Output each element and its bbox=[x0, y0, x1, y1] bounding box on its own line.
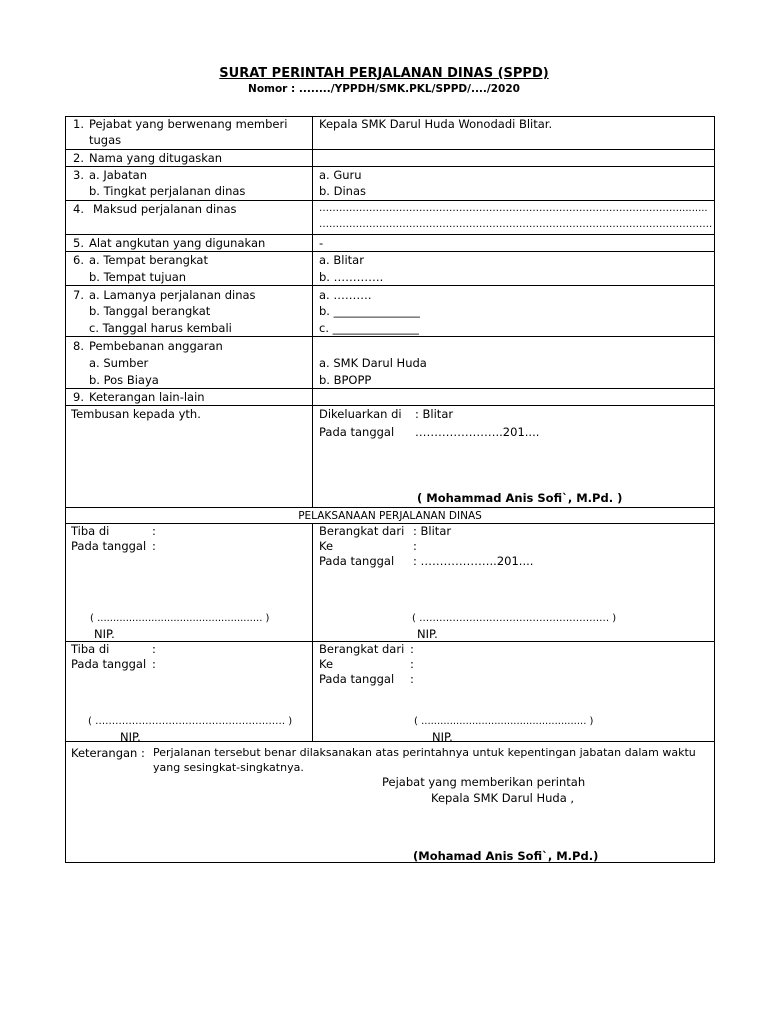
row-value: - bbox=[319, 236, 324, 250]
column-divider bbox=[312, 116, 313, 507]
row-label: a. Tempat berangkat bbox=[89, 253, 208, 267]
row-divider bbox=[65, 251, 715, 252]
row-divider bbox=[65, 200, 715, 201]
row-value: b. _______________ bbox=[319, 304, 420, 318]
departure-date-label: Pada tanggal bbox=[319, 554, 395, 568]
row-divider bbox=[65, 234, 715, 235]
arrival-date-label: Pada tanggal bbox=[71, 539, 147, 553]
departure-label: Berangkat dari bbox=[319, 642, 405, 656]
row-divider bbox=[65, 388, 715, 389]
note-label: Keterangan : bbox=[71, 746, 145, 760]
row-label: b. Tanggal berangkat bbox=[89, 304, 211, 318]
departure-colon: : bbox=[410, 642, 414, 656]
destination-label: Ke bbox=[319, 657, 334, 671]
arrival-date-colon: : bbox=[152, 657, 156, 671]
row-number: 7. bbox=[73, 288, 84, 302]
row-value: b. BPOPP bbox=[319, 373, 372, 387]
left-nip: NIP. bbox=[94, 627, 115, 641]
row-label: b. Pos Biaya bbox=[89, 373, 159, 387]
row-label: a. Sumber bbox=[89, 356, 149, 370]
row-label: Pejabat yang berwenang memberi bbox=[89, 117, 288, 131]
right-nip: NIP. bbox=[432, 730, 453, 744]
row-label: c. Tanggal harus kembali bbox=[89, 321, 232, 335]
row-number: 5. bbox=[73, 236, 84, 250]
arrival-date-colon: : bbox=[152, 539, 156, 553]
row-value: a. Blitar bbox=[319, 253, 364, 267]
row-number: 1. bbox=[73, 117, 84, 131]
arrival-colon: : bbox=[152, 642, 156, 656]
row-number: 6. bbox=[73, 253, 84, 267]
row-label: Keterangan lain-lain bbox=[89, 390, 205, 404]
issued-date-value: …………………..201.... bbox=[415, 425, 540, 439]
destination-label: Ke bbox=[319, 539, 334, 553]
row-number: 2. bbox=[73, 151, 84, 165]
row-divider bbox=[65, 149, 715, 150]
destination-colon: : bbox=[410, 657, 414, 671]
row-divider bbox=[65, 166, 715, 167]
row-label: Nama yang ditugaskan bbox=[89, 151, 223, 165]
arrival-date-label: Pada tanggal bbox=[71, 657, 147, 671]
column-divider bbox=[312, 523, 313, 741]
left-signature-line: ( .................................................... ) bbox=[90, 613, 270, 624]
left-nip: NIP. bbox=[120, 730, 141, 744]
row-number: 9. bbox=[73, 390, 84, 404]
right-nip: NIP. bbox=[417, 627, 438, 641]
departure-value: : Blitar bbox=[413, 524, 452, 538]
row-value: a. ………. bbox=[319, 288, 372, 302]
issued-date-label: Pada tanggal bbox=[319, 425, 395, 439]
departure-date-label: Pada tanggal bbox=[319, 672, 395, 686]
row-divider bbox=[65, 405, 715, 406]
right-signature-line: ( .................................................... ) bbox=[414, 716, 594, 727]
row-label: a. Jabatan bbox=[89, 168, 147, 182]
row-value: ………………………………………………………………………………………………………. bbox=[319, 219, 713, 230]
row-number: 3. bbox=[73, 168, 84, 182]
authority-position: Kepala SMK Darul Huda , bbox=[431, 791, 575, 805]
row-value: b. …………. bbox=[319, 270, 384, 284]
row-value: Kepala SMK Darul Huda Wonodadi Blitar. bbox=[319, 117, 553, 131]
row-divider bbox=[65, 285, 715, 286]
issued-at-label: Dikeluarkan di bbox=[319, 407, 402, 421]
departure-date-value: : ………………..201.... bbox=[413, 554, 534, 568]
departure-date-colon: : bbox=[410, 672, 414, 686]
authority-title: Pejabat yang memberikan perintah bbox=[382, 775, 586, 789]
row-value: ………………………………………………………………………………………………......... bbox=[319, 203, 708, 214]
issued-at-value: : Blitar bbox=[415, 407, 454, 421]
arrival-colon: : bbox=[152, 524, 156, 538]
row-label: a. Lamanya perjalanan dinas bbox=[89, 288, 256, 302]
row-divider bbox=[65, 507, 715, 508]
row-label: tugas bbox=[89, 133, 122, 147]
row-label: b. Tingkat perjalanan dinas bbox=[89, 184, 246, 198]
row-value: a. Guru bbox=[319, 168, 362, 182]
arrival-label: Tiba di bbox=[71, 642, 110, 656]
section-heading: PELAKSANAAN PERJALANAN DINAS bbox=[298, 510, 482, 522]
note-text: yang sesingkat-singkatnya. bbox=[153, 761, 304, 774]
row-divider bbox=[65, 336, 715, 337]
document-title: SURAT PERINTAH PERJALANAN DINAS (SPPD) bbox=[219, 66, 549, 81]
row-divider bbox=[65, 741, 715, 742]
row-value: c. _______________ bbox=[319, 321, 419, 335]
tembusan-label: Tembusan kepada yth. bbox=[71, 407, 201, 421]
row-number: 8. bbox=[73, 339, 84, 353]
row-label: b. Tempat tujuan bbox=[89, 270, 187, 284]
row-value: a. SMK Darul Huda bbox=[319, 356, 427, 370]
right-signature-line: ( ………………………………………………… ) bbox=[412, 613, 617, 624]
document-number: Nomor : ......../YPPDH/SMK.PKL/SPPD/..../2020 bbox=[248, 83, 520, 95]
left-signature-line: ( ………………………………………………… ) bbox=[88, 716, 293, 727]
arrival-label: Tiba di bbox=[71, 524, 110, 538]
row-label: Pembebanan anggaran bbox=[89, 339, 223, 353]
note-text: Perjalanan tersebut benar dilaksanakan atas perintahnya untuk kepentingan jabatan dalam waktu bbox=[153, 746, 696, 759]
row-label: Alat angkutan yang digunakan bbox=[89, 236, 266, 250]
row-number: 4. bbox=[73, 202, 84, 216]
row-value: b. Dinas bbox=[319, 184, 366, 198]
departure-label: Berangkat dari bbox=[319, 524, 405, 538]
row-label: Maksud perjalanan dinas bbox=[93, 202, 237, 216]
authority-signature: (Mohamad Anis Sofi`, M.Pd.) bbox=[413, 849, 599, 863]
destination-colon: : bbox=[413, 539, 417, 553]
issuer-signature: ( Mohammad Anis Sofi`, M.Pd. ) bbox=[417, 491, 623, 505]
